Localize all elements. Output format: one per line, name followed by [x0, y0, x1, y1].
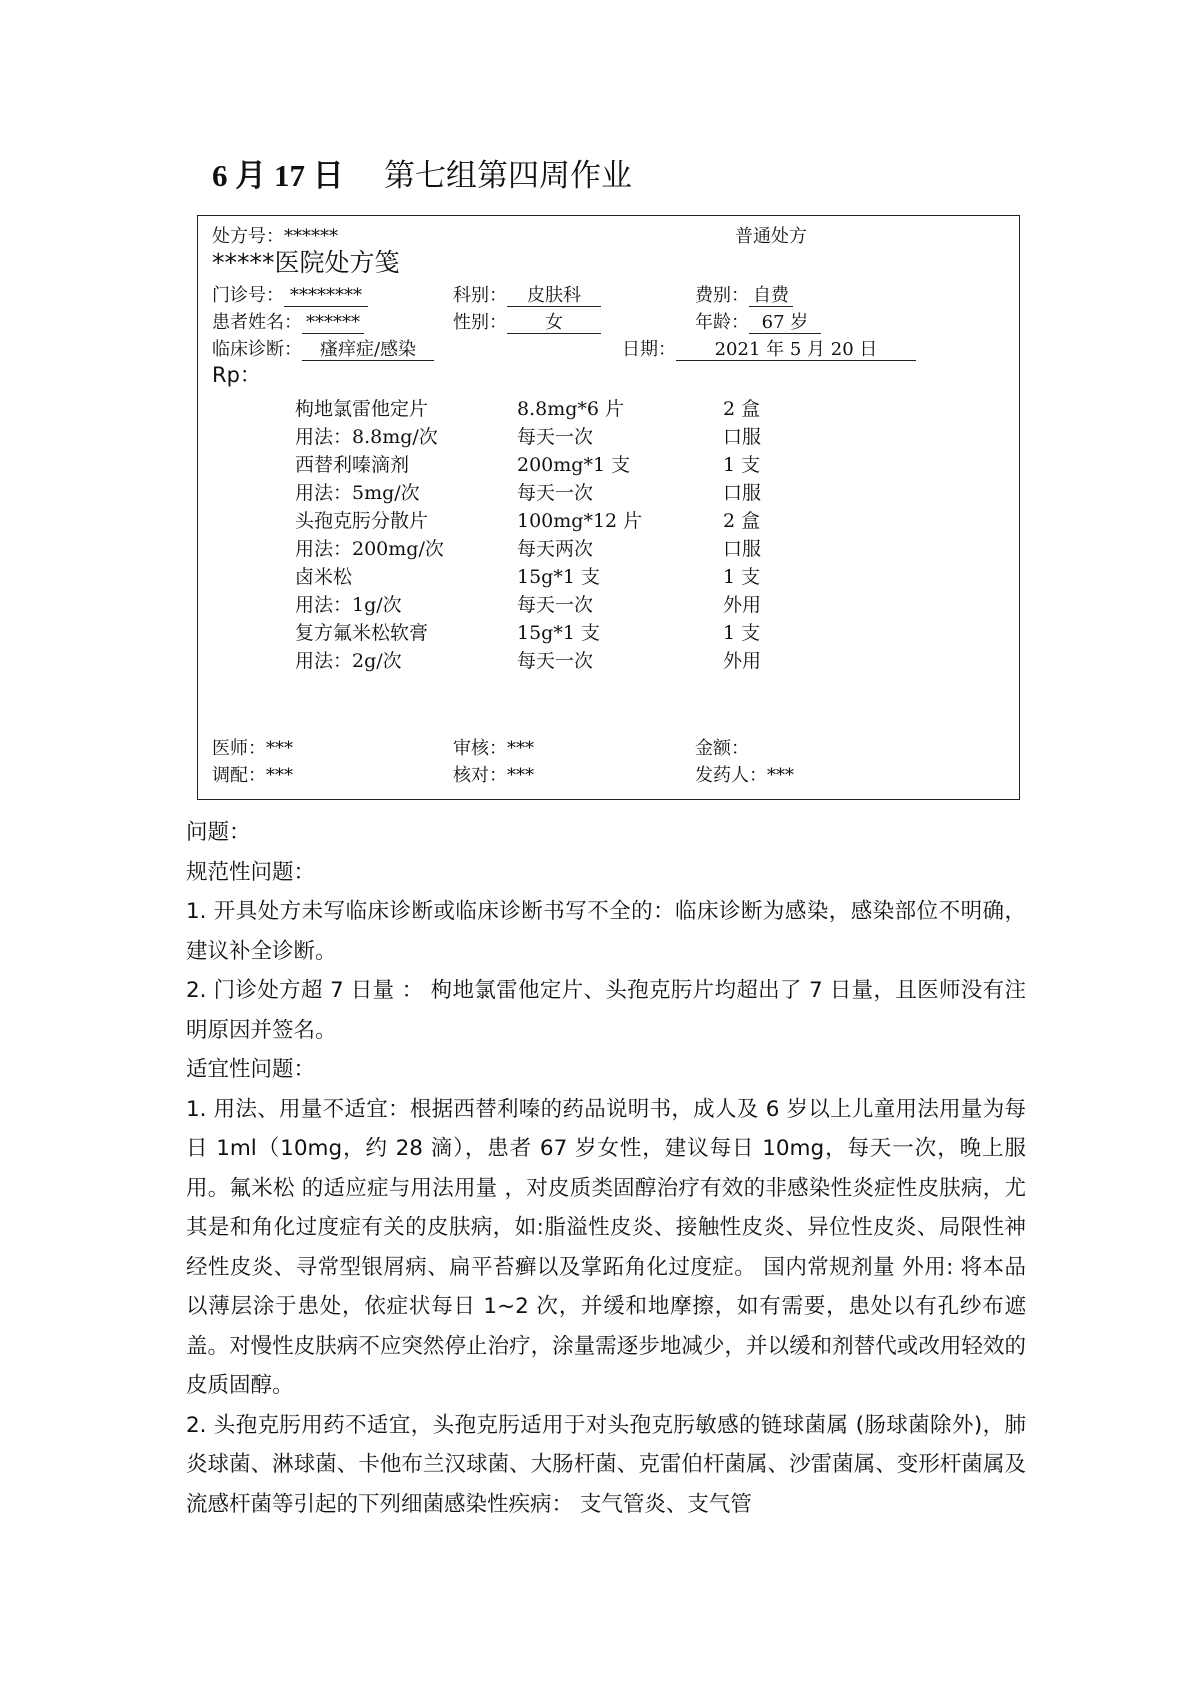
drug-line-name: 复方氟米松软膏: [295, 622, 429, 644]
questions-heading: 问题：: [186, 820, 251, 845]
drug-line-name: 用法：1g/次: [295, 594, 402, 616]
hospital-title: *****医院处方笺: [212, 248, 400, 277]
drug-line: [295, 506, 815, 534]
gender-label: 性别：: [453, 312, 507, 333]
dispenser-signature: 调配：***: [212, 765, 293, 786]
department-field: [453, 281, 601, 307]
drug-line-name: 用法：200mg/次: [295, 538, 444, 560]
drug-line-name: 头孢克肟分散片: [295, 510, 429, 532]
prescription-form: [197, 215, 1020, 800]
drug-line-name: 用法：2g/次: [295, 650, 402, 672]
amount-field: 金额：: [695, 738, 749, 759]
outpatient-field: [212, 281, 368, 307]
drug-line-spec: 8.8mg*6 片: [517, 398, 625, 420]
rp-label: Rp：: [212, 363, 261, 387]
drug-line: [295, 478, 815, 506]
age-value: 67 岁: [749, 313, 821, 334]
suitability-item: 2. 头孢克肟用药不适宜，头孢克肟适用于对头孢克肟敏感的链球菌属 (肠球菌除外)，肺炎球菌、淋球菌、卡他布兰汉球菌、大肠杆菌、克雷伯杆菌属、沙雷菌属、变形杆菌属及流感杆菌等引起的下列细菌感染性疾病： 支气管炎、支气管: [186, 1412, 1026, 1517]
issuer-signature: 发药人：***: [695, 765, 794, 786]
patient-field: [212, 308, 364, 334]
drug-line: [295, 618, 815, 646]
suitability-heading: 适宜性问题：: [186, 1057, 316, 1082]
drug-line-spec: 每天一次: [517, 650, 594, 672]
diagnosis-label: 临床诊断：: [212, 339, 302, 360]
fee-label: 费别：: [695, 285, 749, 306]
department-value: 皮肤科: [507, 286, 601, 307]
patient-value: ******: [302, 313, 364, 334]
drug-line-name: 枸地氯雷他定片: [295, 398, 429, 420]
patient-label: 患者姓名：: [212, 312, 302, 333]
drug-line-qty: 口服: [723, 426, 762, 448]
drug-line-spec: 每天两次: [517, 538, 594, 560]
drug-line-qty: 1 支: [723, 454, 761, 476]
checker-signature: 核对：***: [453, 765, 534, 786]
date-field: [622, 335, 916, 361]
drug-line: [295, 562, 815, 590]
drug-line: [295, 646, 815, 674]
drug-line-spec: 100mg*12 片: [517, 510, 643, 532]
questions-section: [186, 813, 1026, 1524]
doctor-signature: 医师：***: [212, 738, 293, 759]
drug-line: [295, 534, 815, 562]
drug-line-name: 卤米松: [295, 566, 353, 588]
drug-line: [295, 422, 815, 450]
drug-line-qty: 外用: [723, 650, 762, 672]
drug-line-qty: 1 支: [723, 622, 761, 644]
suitability-item: 1. 用法、用量不适宜：根据西替利嗪的药品说明书，成人及 6 岁以上儿童用法用量为每日 1ml（10mg，约 28 滴），患者 67 岁女性，建议每日 10mg，每天一次，晚上服用。氟米松 的适应症与用法用量 ，对皮质类固醇治疗有效的非感染性炎症性皮肤病，尤其是和角化过度症有关的皮肤病，如:脂溢性皮炎、接触性皮炎、异位性皮炎、局限性神经性皮炎、寻常型银屑病、扁平苔癣以及掌跖角化过度症。 国内常规剂量 外用: 将本品以薄层涂于患处，依症状每日 1~2 次，并缓和地摩擦，如有需要，患处以有孔纱布遮盖。对慢性皮肤病不应突然停止治疗，涂量需逐步地减少，并以缓和剂替代或改用轻效的皮质固醇。: [186, 1096, 1026, 1398]
drug-line-qty: 1 支: [723, 566, 761, 588]
diagnosis-field: [212, 335, 434, 361]
date-label: 日期：: [622, 339, 676, 360]
standard-item: 2. 门诊处方超 7 日量 ： 枸地氯雷他定片、头孢克肟片均超出了 7 日量，且医师没有注明原因并签名。: [186, 978, 1026, 1043]
diagnosis-value: 瘙痒症/感染: [302, 340, 434, 361]
fee-value: 自费: [749, 286, 793, 307]
drug-line-qty: 2 盒: [723, 398, 761, 420]
age-label: 年龄：: [695, 312, 749, 333]
department-label: 科别：: [453, 285, 507, 306]
page-title: [212, 150, 632, 195]
drug-line-spec: 每天一次: [517, 594, 594, 616]
drug-line-name: 用法：5mg/次: [295, 482, 420, 504]
reviewer-signature: 审核：***: [453, 738, 534, 759]
age-field: [695, 308, 821, 334]
drug-line-qty: 外用: [723, 594, 762, 616]
gender-value: 女: [507, 313, 601, 334]
drug-line-qty: 2 盒: [723, 510, 761, 532]
gender-field: [453, 308, 601, 334]
fee-field: [695, 281, 793, 307]
assignment-date: 6 月 17 日: [212, 158, 344, 193]
rx-number: 处方号：******: [212, 226, 338, 247]
drug-line-spec: 15g*1 支: [517, 566, 600, 588]
drug-line-spec: 200mg*1 支: [517, 454, 631, 476]
drug-line: [295, 450, 815, 478]
drug-line-spec: 15g*1 支: [517, 622, 600, 644]
drug-line-qty: 口服: [723, 538, 762, 560]
drug-line: [295, 590, 815, 618]
outpatient-value: ********: [284, 286, 368, 307]
drug-line-qty: 口服: [723, 482, 762, 504]
drug-line-name: 西替利嗪滴剂: [295, 454, 410, 476]
outpatient-label: 门诊号：: [212, 285, 284, 306]
standard-item: 1. 开具处方未写临床诊断或临床诊断书写不全的：临床诊断为感染，感染部位不明确，建议补全诊断。: [186, 899, 1026, 964]
drug-line-spec: 每天一次: [517, 426, 594, 448]
drug-line: [295, 394, 815, 422]
standard-heading: 规范性问题：: [186, 859, 316, 885]
drug-line-spec: 每天一次: [517, 482, 594, 504]
assignment-subject: 第七组第四周作业: [384, 158, 632, 193]
drug-line-name: 用法：8.8mg/次: [295, 426, 438, 448]
date-value: 2021 年 5 月 20 日: [676, 340, 916, 361]
rx-type: 普通处方: [735, 226, 807, 247]
